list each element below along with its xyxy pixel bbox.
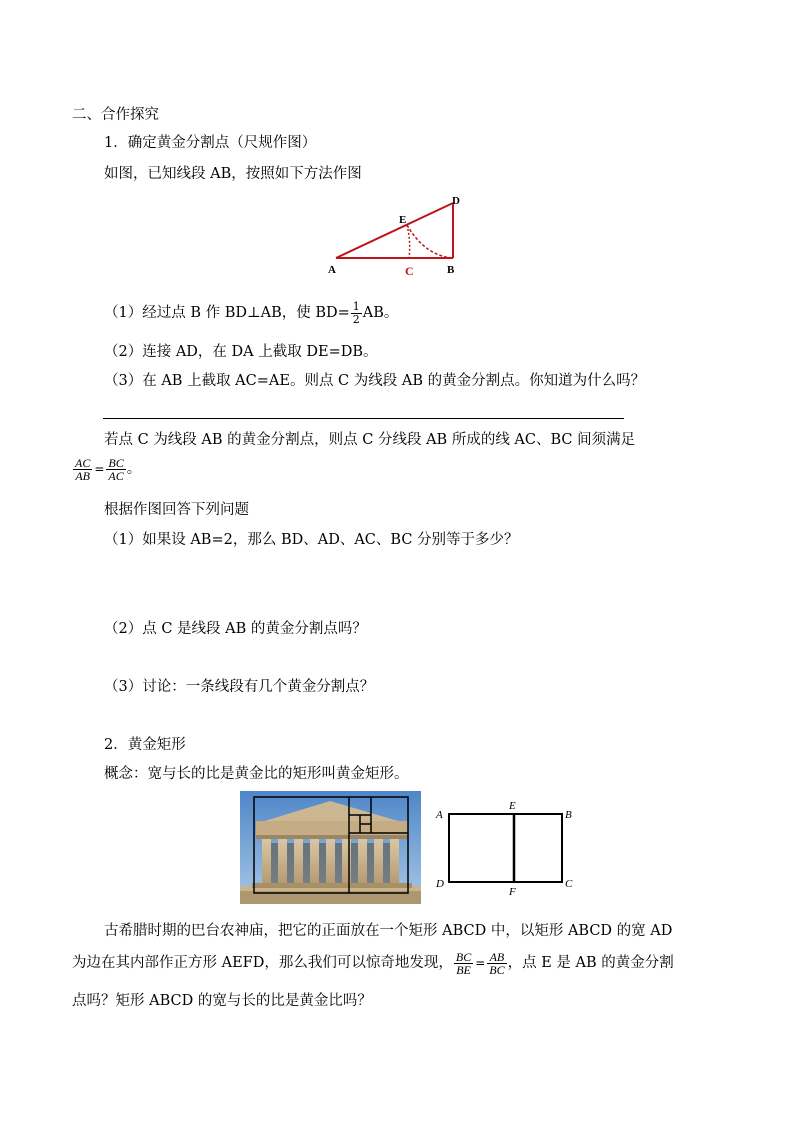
step1: （1）经过点 B 作 BD⊥AB，使 BD= $\frac{1}{2}$ AB。 [104,299,399,326]
answer-line [103,418,624,419]
golden-section-construction-figure [325,190,465,280]
part2-concept: 概念：宽与长的比是黄金比的矩形叫黄金矩形。 [104,766,409,782]
parthenon-image [240,791,421,904]
fraction-half: $\frac{1}{2}$ [352,299,360,326]
rect-label-f: F [509,886,516,898]
label-b: B [447,264,455,276]
question-3: （3）讨论：一条线段有几个黄金分割点？ [104,679,375,695]
step3: （3）在 AB 上截取 AC=AE。则点 C 为线段 AB 的黄金分割点。你知道为什么吗？ [104,373,646,389]
part1-heading: 1．确定黄金分割点（尺规作图） [104,135,317,151]
section-title: 二、合作探究 [72,107,159,123]
question-2: （2）点 C 是线段 AB 的黄金分割点吗？ [104,621,367,637]
arc-de [407,225,453,258]
label-d: D [452,195,460,207]
label-a: A [328,264,336,276]
segment-ad [336,203,453,258]
question-1: （1）如果设 AB=2，那么 BD、AD、AC、BC 分别等于多少？ [104,532,519,548]
rect-label-c: C [565,878,573,890]
rect-label-a: A [436,809,443,821]
part2-heading: 2．黄金矩形 [104,737,186,753]
label-c: C [405,264,414,278]
para-line3: 点吗？矩形 ABCD 的宽与长的比是黄金比吗？ [72,993,372,1009]
condition-text: 若点 C 为线段 AB 的黄金分割点，则点 C 分线段 AB 所成的线 AC、BC 间须满足 [104,432,636,448]
para-line1: 古希腊时期的巴台农神庙，把它的正面放在一个矩形 ABCD 中，以矩形 ABCD 的宽 AD [104,923,673,939]
condition-formula: $\frac{AC}{AB}$ = $\frac{BC}{AC}$ 。 [75,455,142,483]
rectangle-abcd [449,814,562,882]
rect-label-e: E [509,800,516,812]
golden-rectangle-figure [432,796,582,900]
part1-intro: 如图，已知线段 AB，按照如下方法作图 [104,166,362,182]
question-intro: 根据作图回答下列问题 [104,502,249,518]
step2: （2）连接 AD，在 DA 上截取 DE=DB。 [104,344,378,360]
label-e: E [399,214,407,226]
rect-label-b: B [565,809,572,821]
rect-label-d: D [436,878,444,890]
para-line2: 为边在其内部作正方形 AEFD，那么我们可以惊奇地发现， $\frac{BC}{BE}$ = $\frac{AB}{BC}$ ，点 E 是 AB 的黄金分割 [72,949,674,977]
